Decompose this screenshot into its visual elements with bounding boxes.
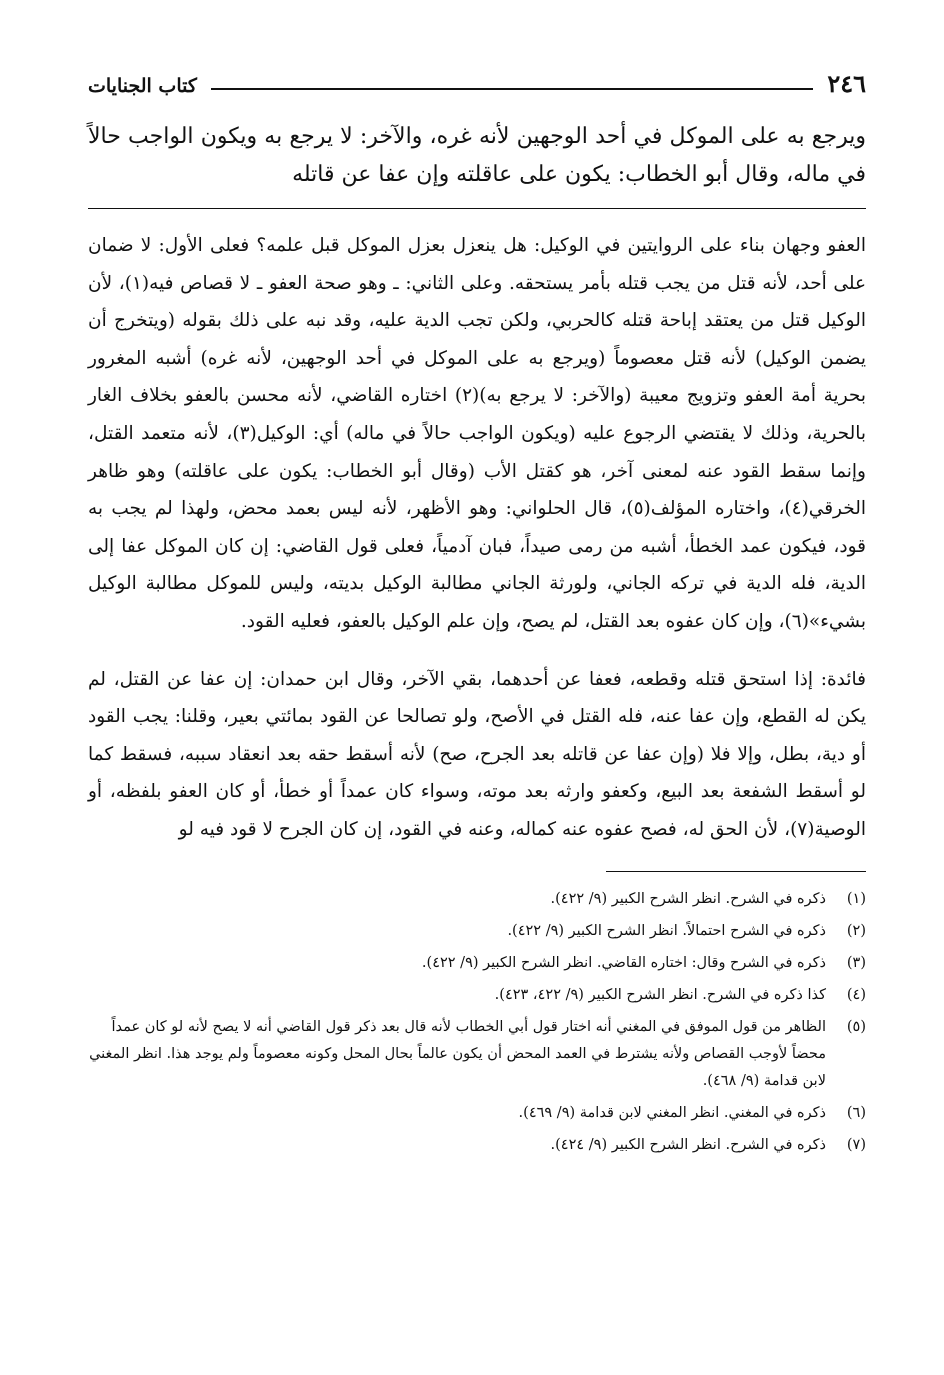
footnote-number: (١) [846, 890, 866, 907]
page-header [88, 62, 866, 96]
footnote-number: (٦) [846, 1104, 866, 1121]
commentary-paragraph: العفو وجهان بناء على الروايتين في الوكيل: هل ينعزل بعزل الموكل قبل علمه؟ فعلى الأول: لا ضمان على أحد، لأنه قتل من يجب قتله بأمر يستحقه. وعلى الثاني: ـ وهو صحة العفو ـ لا قصاص فيه(١)، لأن الوكيل قتل من يعتقد إباحة قتله كالحربي، ولكن تجب الدية عليه، وقد نبه على ذلك بقوله (ويتخرج أن يضمن الوكيل) لأنه قتل معصوماً (ويرجع به على الموكل في أحد الوجهين، لأنه غره) أشبه المغرور بحرية أمة العفو وتزويج معيبة (والآخر: لا يرجع به)(٢) اختاره القاضي، لأنه محسن بالعفو بخلاف الغار بالحرية، وذلك لا يقتضي الرجوع عليه (ويكون الواجب حالاً في ماله) أي: الوكيل(٣)، لأنه متعمد القتل، وإنما سقط القود عنه لمعنى آخر، هو كقتل الأب (وقال أبو الخطاب: يكون على عاقلته) وهو ظاهر الخرقي(٤)، واختاره المؤلف(٥)، قال الحلواني: وهو الأظهر، لأنه ليس بعمد محض، ولهذا لم يجب به قود، فيكون عمد الخطأ، أشبه من رمى صيداً، فبان آدمياً، فعلى قول القاضي: إن كان الموكل عفا إلى الدية، فله الدية في تركه الجاني، ولورثة الجاني مطالبة الوكيل بديته، وليس للموكل مطالبة الوكيل بشيء»(٦)، وإن كان عفوه بعد القتل، لم يصح، وإن علم الوكيل بالعفو، فعليه القود. [88, 235, 867, 632]
footnote [88, 918, 866, 945]
benefit-paragraph: فائدة: إذا استحق قتله وقطعه، فعفا عن أحدهما، بقي الآخر، وقال ابن حمدان: إن عفا عن القتل، لم يكن له القطع، وإن عفا عنه، فله القتل في الأصح، ولو تصالحا عن القود بمائتي بعير، وقلنا: يجب القود أو دية، بطل، وإلا فلا (وإن عفا عن قاتله بعد الجرح، صح) لأنه أسقط حقه بعد انعقاد سببه، فسقط كما لو أسقط الشفعة بعد البيع، وكعفو وارثه بعد موته، وسواء كان عمداً أو خطأ، أو كان العفو بلفظه، أو الوصية(٧)، لأن الحق له، فصح عفوه عنه كماله، وعنه في القود، إن كان الجرح لا قود فيه لو [88, 668, 866, 840]
footnote-number: (٥) [846, 1018, 866, 1035]
footnote-number: (٤) [846, 986, 866, 1003]
footnote-rule [606, 871, 866, 872]
footnote-text: ذكره في الشرح احتمالاً. انظر الشرح الكبير (٩/ ٤٢٢). [507, 922, 826, 939]
footnote [88, 1014, 866, 1095]
footnote-text: ذكره في الشرح. انظر الشرح الكبير (٩/ ٤٢٤). [550, 1136, 826, 1153]
footnote-text: كذا ذكره في الشرح. انظر الشرح الكبير (٩/ ٤٢٢، ٤٢٣). [494, 986, 826, 1003]
footnote [88, 886, 866, 913]
footnote-text: ذكره في المغني. انظر المغني لابن قدامة (٩/ ٤٦٩). [518, 1104, 826, 1121]
footnote [88, 1100, 866, 1127]
page-number: ٢٤٦ [827, 69, 866, 98]
section-divider [88, 208, 866, 209]
commentary [88, 227, 866, 849]
footnote [88, 1132, 866, 1159]
main-text [88, 118, 866, 194]
footnote-number: (٣) [846, 954, 866, 971]
footnote-text: ذكره في الشرح. انظر الشرح الكبير (٩/ ٤٢٢). [550, 890, 826, 907]
footnote-text: ذكره في الشرح وقال: اختاره القاضي. انظر الشرح الكبير (٩/ ٤٢٢). [421, 954, 826, 971]
footnote-number: (٢) [846, 922, 866, 939]
footnote [88, 950, 866, 977]
footnote-text: الظاهر من قول الموفق في المغني أنه اختار قول أبي الخطاب لأنه قال بعد ذكر قول القاضي أنه لا يصح لأنه لو كان عمداً محضاً لأوجب القصاص ولأنه يشترط في العمد المحض أن يكون عالماً بحال المحل وكونه معصوماً ولم يوجد هذا. انظر المغني لابن قدامة (٩/ ٤٦٨). [89, 1018, 826, 1089]
footnote [88, 982, 866, 1009]
running-title: كتاب الجنايات [88, 75, 197, 97]
header-rule [211, 88, 813, 90]
matn-paragraph: ويرجع به على الموكل في أحد الوجهين لأنه غره، والآخر: لا يرجع به ويكون الواجب حالاً في ماله، وقال أبو الخطاب: يكون على عاقلته وإن عفا عن قاتله [88, 124, 866, 187]
footnote-number: (٧) [846, 1136, 866, 1153]
footnotes [88, 886, 866, 1159]
